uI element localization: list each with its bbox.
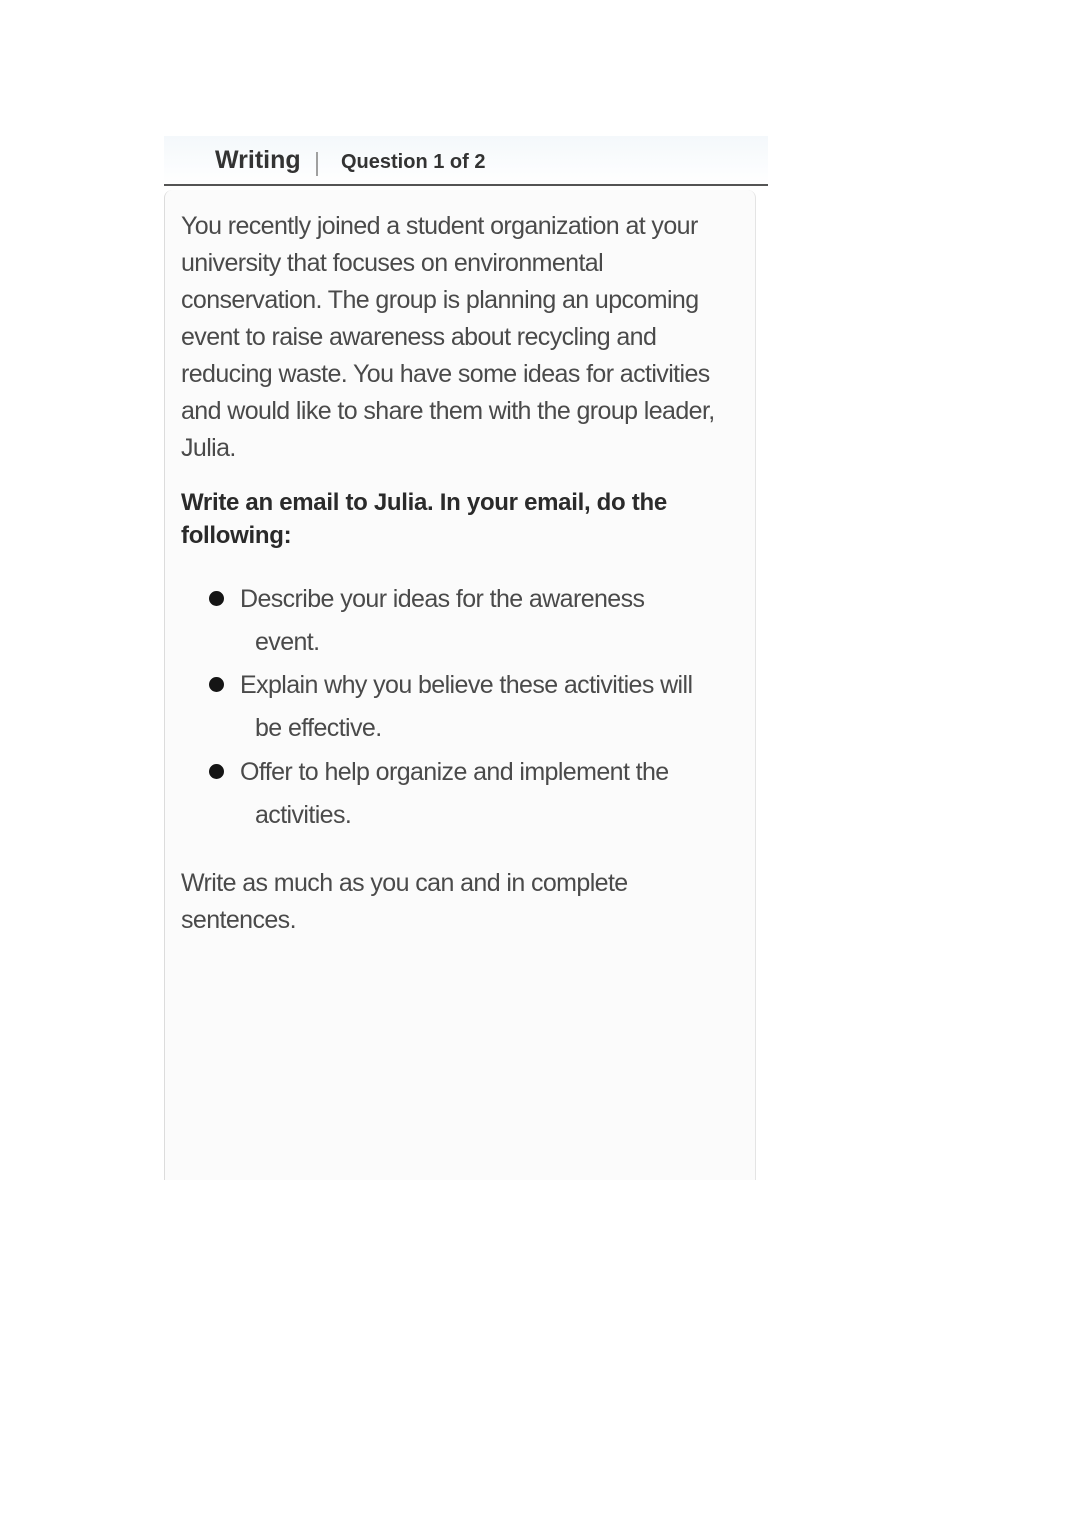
bullet-icon xyxy=(209,591,224,606)
bullet-icon xyxy=(209,677,224,692)
task-text-continued: event. xyxy=(255,628,320,656)
bullet-icon xyxy=(209,764,224,779)
writing-question-card xyxy=(164,136,768,1180)
scenario-text: You recently joined a student organization at your university that focuses on environmental conservation. The group is planning an upcoming event to raise awareness about recycling and reducing waste. You have some ideas for activities and would like to share them with the group leader, Julia. xyxy=(181,212,715,462)
question-counter: Question 1 of 2 xyxy=(341,151,486,173)
closing-instruction: Write as much as you can and in complete sentences. xyxy=(181,869,628,934)
task-text: Describe your ideas for the awareness xyxy=(240,585,645,613)
question-header xyxy=(164,136,768,186)
prompt-panel xyxy=(164,190,756,1180)
task-text-continued: activities. xyxy=(255,801,352,829)
task-text: Offer to help organize and implement the xyxy=(240,758,669,786)
section-title: Writing xyxy=(215,146,301,174)
task-text-continued: be effective. xyxy=(255,714,382,742)
task-text: Explain why you believe these activities will xyxy=(240,671,693,699)
instruction-text: Write an email to Julia. In your email, do the following: xyxy=(181,489,667,549)
header-divider xyxy=(316,152,318,176)
